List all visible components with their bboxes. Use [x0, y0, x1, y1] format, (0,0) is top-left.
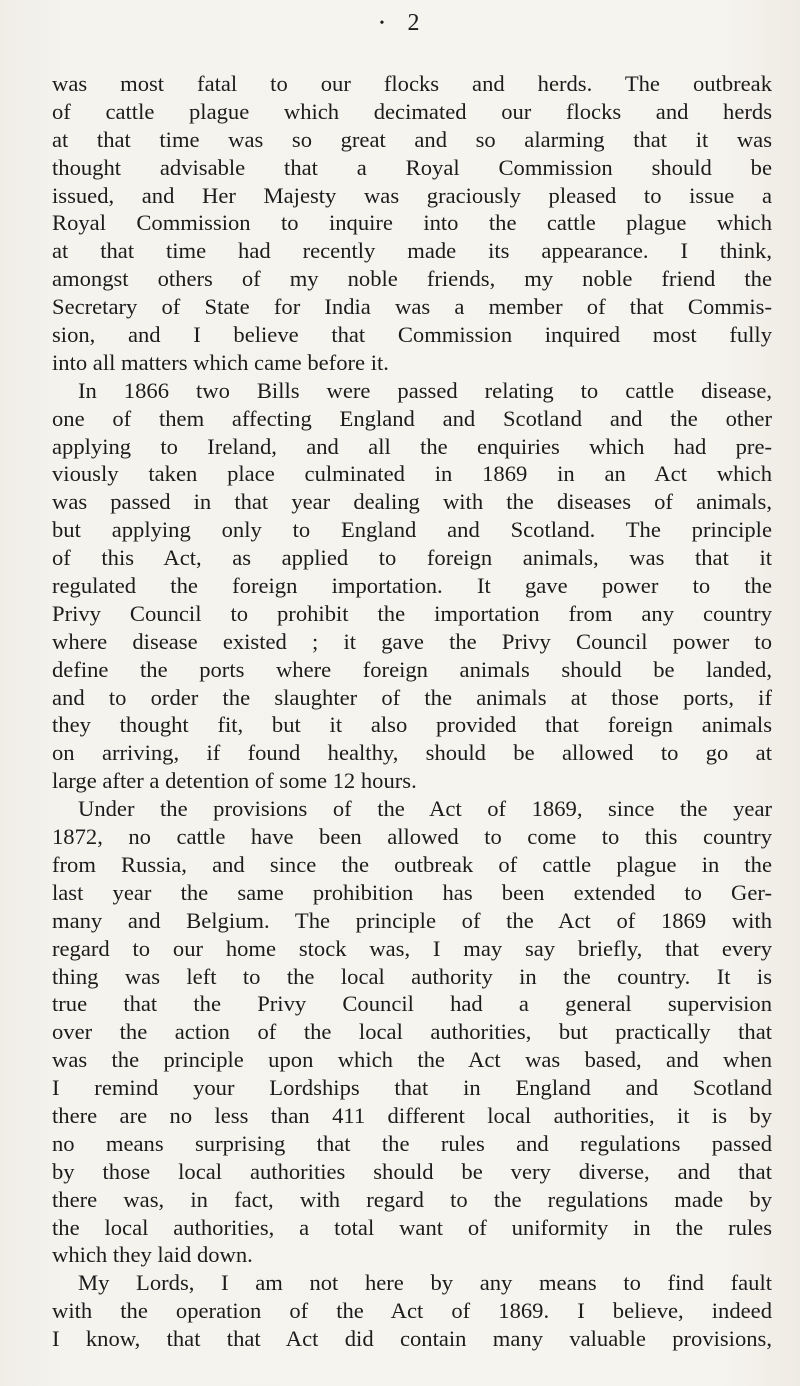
text-line: from Russia, and since the outbreak of cattle plague in the [52, 851, 772, 877]
text-line: one of them affecting England and Scotland and the other [52, 405, 772, 431]
text-line: and to order the slaughter of the animals at those ports, if [52, 684, 772, 710]
text-line: thing was left to the local authority in the country. It is [52, 963, 772, 989]
text-line: the local authorities, a total want of uniformity in the rules [52, 1214, 772, 1240]
text-line: I know, that that Act did contain many valuable provisions, [52, 1326, 772, 1352]
text-line: on arriving, if found healthy, should be allowed to go at [52, 740, 772, 766]
text-line: regard to our home stock was, I may say briefly, that every [52, 935, 772, 961]
page-number-header [0, 10, 800, 37]
body-text [52, 70, 772, 1353]
text-line: many and Belgium. The principle of the Act of 1869 with [52, 907, 772, 933]
text-line: last year the same prohibition has been extended to Ger- [52, 879, 772, 905]
text-line: which they laid down. [52, 1242, 253, 1268]
text-line: over the action of the local authorities, but practically that [52, 1019, 772, 1045]
page-number: 2 [407, 10, 421, 36]
text-line: they thought fit, but it also provided that foreign animals [52, 712, 772, 738]
text-line: by those local authorities should be very diverse, and that [52, 1158, 772, 1184]
text-line: into all matters which came before it. [52, 349, 389, 375]
text-line: was passed in that year dealing with the diseases of animals, [52, 489, 772, 515]
text-line: applying to Ireland, and all the enquiries which had pre- [52, 433, 772, 459]
text-line: true that the Privy Council had a general supervision [52, 991, 772, 1017]
text-line: Under the provisions of the Act of 1869, since the year [78, 796, 772, 822]
text-line: of cattle plague which decimated our flocks and herds [52, 98, 772, 124]
text-line: sion, and I believe that Commission inquired most fully [52, 322, 772, 348]
text-line: was most fatal to our flocks and herds. The outbreak [52, 71, 772, 96]
text-line: Secretary of State for India was a member of that Commis- [52, 294, 772, 320]
text-line: large after a detention of some 12 hours. [52, 768, 417, 794]
text-line: I remind your Lordships that in England and Scotland [52, 1075, 772, 1101]
page-mark: • [379, 16, 386, 32]
text-line: no means surprising that the rules and regulations passed [52, 1130, 772, 1156]
text-line: but applying only to England and Scotland. The principle [52, 517, 772, 543]
text-line: where disease existed ; it gave the Privy Council power to [52, 628, 772, 654]
text-line: at that time was so great and so alarming that it was [52, 126, 772, 152]
text-line: 1872, no cattle have been allowed to come to this country [52, 824, 772, 850]
text-line: Privy Council to prohibit the importation from any country [52, 600, 772, 626]
text-line: was the principle upon which the Act was based, and when [52, 1047, 772, 1073]
text-line: My Lords, I am not here by any means to find fault [78, 1270, 772, 1296]
text-line: In 1866 two Bills were passed relating to cattle disease, [78, 377, 772, 403]
text-line: viously taken place culminated in 1869 in an Act which [52, 461, 772, 487]
text-line: with the operation of the Act of 1869. I believe, indeed [52, 1298, 772, 1324]
text-line: define the ports where foreign animals should be landed, [52, 656, 772, 682]
text-line: of this Act, as applied to foreign animals, was that it [52, 545, 772, 571]
text-line: there was, in fact, with regard to the regulations made by [52, 1186, 772, 1212]
text-line: issued, and Her Majesty was graciously pleased to issue a [52, 182, 772, 208]
text-line: Royal Commission to inquire into the cattle plague which [52, 210, 772, 236]
text-line: amongst others of my noble friends, my noble friend the [52, 266, 772, 292]
text-line: at that time had recently made its appearance. I think, [52, 238, 772, 264]
text-line: regulated the foreign importation. It gave power to the [52, 573, 772, 599]
text-line: there are no less than 411 different local authorities, it is by [52, 1102, 772, 1128]
text-line: thought advisable that a Royal Commission should be [52, 154, 772, 180]
